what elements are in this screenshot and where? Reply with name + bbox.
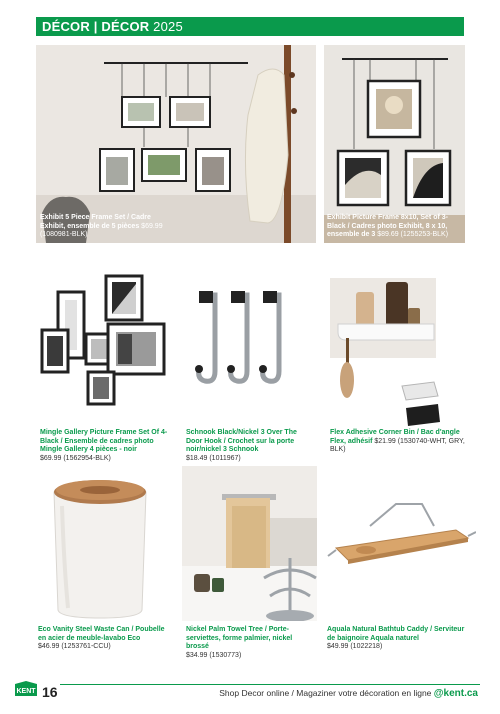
footer-divider [60, 684, 480, 685]
product-image-schnook-hooks[interactable] [185, 283, 303, 393]
eco-waste-can-illustration [48, 476, 152, 620]
caption-palm-towel-tree: Nickel Palm Towel Tree / Porte-serviettes, forme palmier, nickel brossé $34.99 (1530773) [186, 626, 293, 659]
palm-towel-tree-illustration [182, 466, 317, 621]
kent-logo[interactable] [14, 681, 38, 696]
caption-schnook-hooks: Schnook Black/Nickel 3 Over The Door Hook / Crochet sur la porte noir/nickel 3 Schnook $18.49 (1011967) [186, 429, 297, 462]
caption-flex-corner-bin: Flex Adhesive Corner Bin / Bac d'angle Flex, adhésif $21.99 (1530740-WHT, GRY, BLK) [330, 429, 465, 454]
footer-shop-online [219, 688, 478, 699]
product-image-aquala-caddy[interactable] [326, 498, 476, 576]
caption-aquala-caddy: Aquala Natural Bathtub Caddy / Serviteur de baignoire Aquala naturel $49.99 (1022218) [327, 626, 465, 651]
caption-exhibit-8x10-set: Exhibit Picture Frame 8x10, Set of 3-Black / Cadres photo Exhibit, 8 x 10, ensemble de 3 $89.69 (1255253-BLK) [327, 214, 449, 239]
aquala-caddy-illustration [326, 498, 476, 576]
product-image-flex-corner-bin[interactable] [330, 278, 460, 428]
caption-mingle-gallery: Mingle Gallery Picture Frame Set Of 4-Black / Ensemble de cadres photo Mingle Gallery 4 pièces - noir $69.99 (1562954-BLK) [40, 429, 168, 462]
caption-exhibit-5-piece: Exhibit 5 Piece Frame Set / Cadre Exhibit, ensemble de 5 pièces $69.99 (1080981-BLK) [40, 214, 163, 239]
product-image-palm-towel-tree[interactable] [182, 466, 317, 621]
section-title: DÉCOR | DÉCOR 2025 [42, 19, 183, 34]
product-image-mingle-gallery[interactable] [38, 270, 170, 406]
kent-logo-text: KENT [16, 688, 36, 695]
product-image-eco-waste-can[interactable] [48, 476, 152, 620]
footer-shop-text: Shop Decor online / Magaziner votre décoration en ligne [219, 688, 432, 698]
page-number: 16 [42, 684, 58, 700]
section-header [36, 17, 464, 36]
caption-eco-waste-can: Eco Vanity Steel Waste Can / Poubelle en acier de meuble-lavabo Eco $46.99 (1253761-CCU) [38, 626, 165, 651]
schnook-hooks-illustration [185, 283, 303, 393]
mingle-gallery-illustration [38, 270, 170, 406]
footer-url-link[interactable]: @kent.ca [433, 688, 478, 699]
flex-corner-bin-illustration [330, 278, 460, 428]
